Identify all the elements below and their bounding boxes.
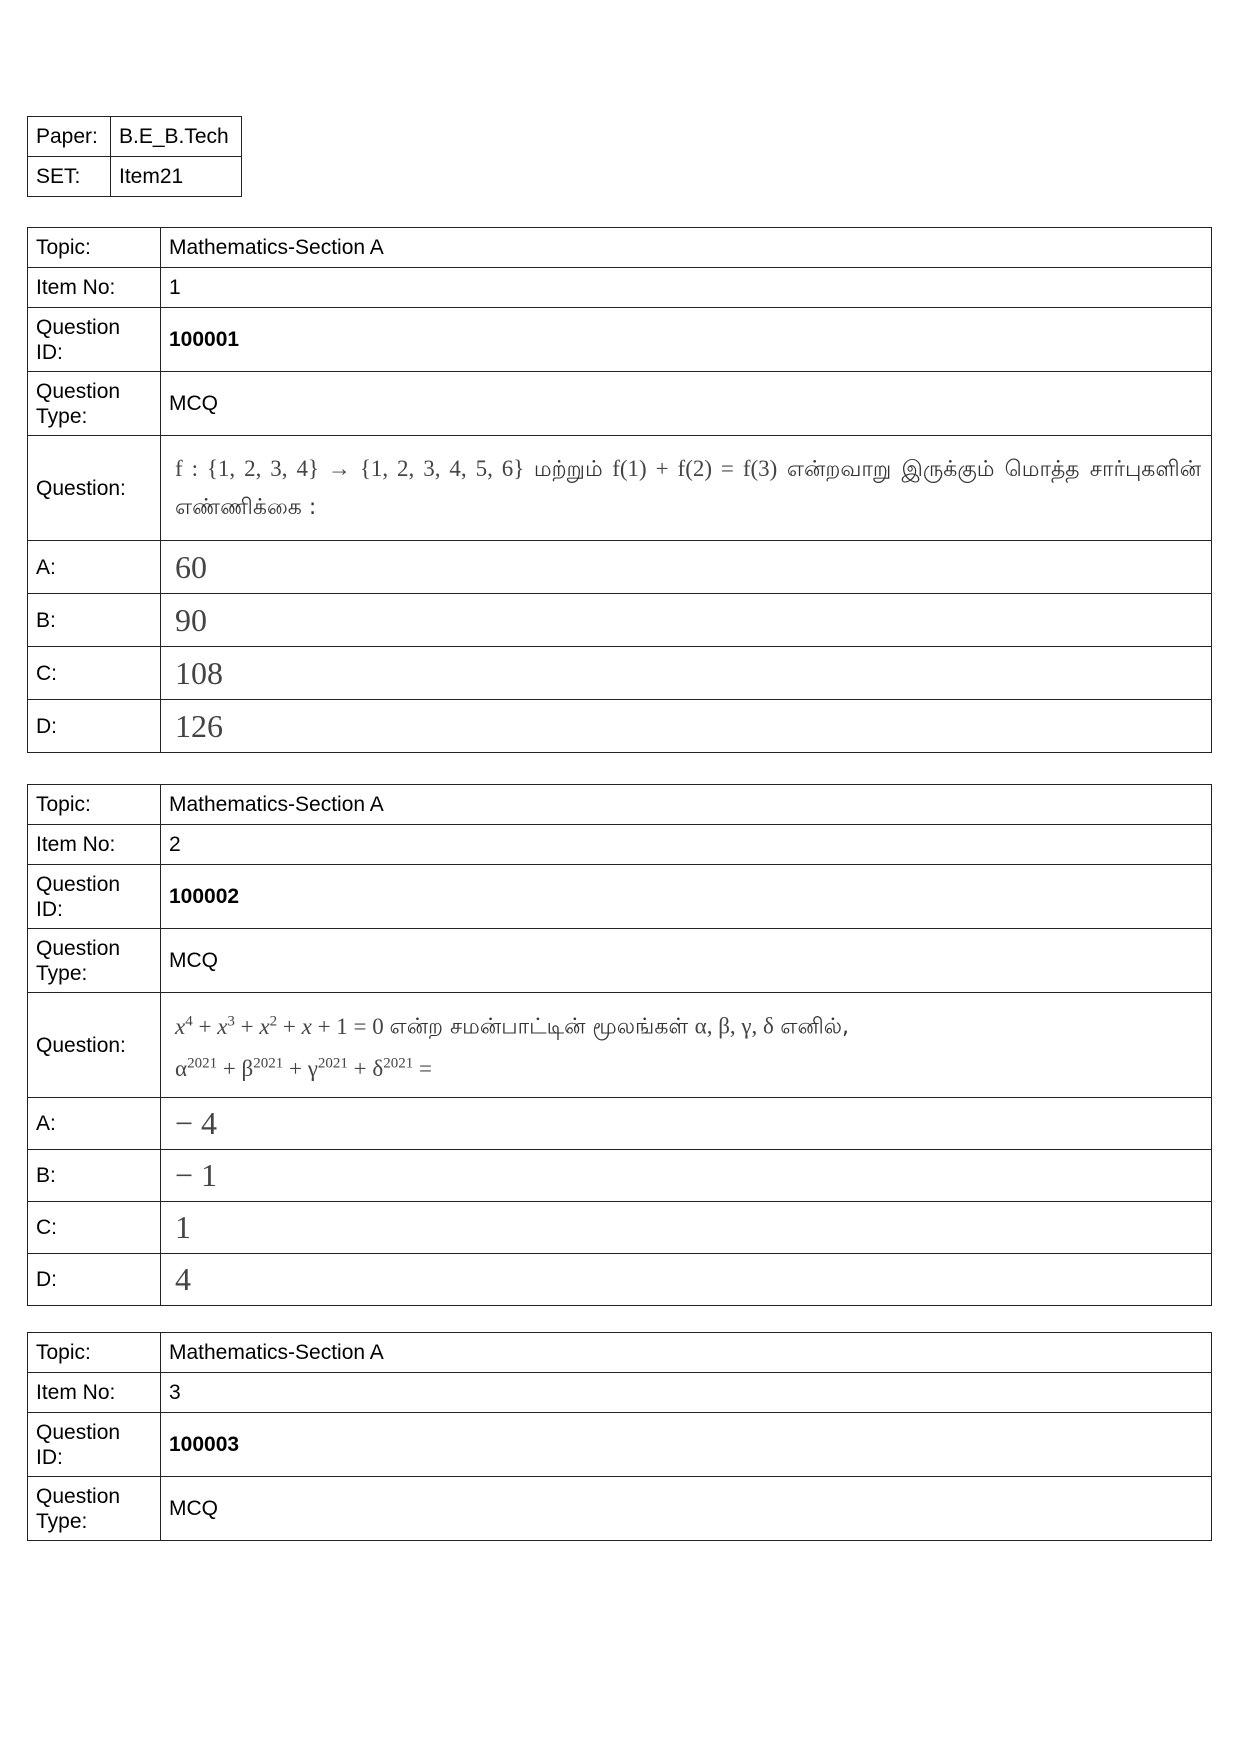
question-expression: $\alpha^{2021} + \beta^{2021} + \gamma^{2021} + \delta^{2021}$ = xyxy=(175,1055,432,1082)
option-d-label: D: xyxy=(28,1254,161,1306)
paper-value: B.E_B.Tech xyxy=(111,117,242,157)
question-text-part: என்ற சமன்பாட்டின் மூலங்கள் xyxy=(389,1014,689,1040)
question-type-label: Question Type: xyxy=(28,929,161,993)
question-item-2 xyxy=(27,784,1212,1306)
question-id-value: 100001 xyxy=(161,308,1212,372)
question-id-label: Question ID: xyxy=(28,1413,161,1477)
question-text xyxy=(161,436,1212,541)
topic-value: Mathematics-Section A xyxy=(161,228,1212,268)
question-type-label: Question Type: xyxy=(28,372,161,436)
option-c-label: C: xyxy=(28,1202,161,1254)
question-id-label: Question ID: xyxy=(28,865,161,929)
item-no-value: 3 xyxy=(161,1373,1212,1413)
question-text-part-2: என்றவாறு இருக்கும் மொத்த சார்புகளின் எண்ணிக்கை : xyxy=(175,457,1202,520)
option-a-value: 60 xyxy=(161,541,1212,594)
item-no-value: 2 xyxy=(161,825,1212,865)
option-a-value: − 4 xyxy=(161,1098,1212,1150)
paper-info-table xyxy=(27,116,242,197)
set-label: SET: xyxy=(28,157,111,197)
question-math: f : {1, 2, 3, 4} → {1, 2, 3, 4, 5, 6} xyxy=(175,456,525,481)
question-label: Question: xyxy=(28,993,161,1098)
set-value: Item21 xyxy=(111,157,242,197)
question-math-2: f(1) + f(2) = f(3) xyxy=(612,456,778,481)
topic-value: Mathematics-Section A xyxy=(161,785,1212,825)
question-item-1 xyxy=(27,227,1212,753)
option-d-value: 4 xyxy=(161,1254,1212,1306)
question-text-part: மற்றும் xyxy=(533,457,603,482)
option-a-label: A: xyxy=(28,541,161,594)
question-item-3 xyxy=(27,1332,1212,1541)
option-c-label: C: xyxy=(28,647,161,700)
topic-label: Topic: xyxy=(28,1333,161,1373)
option-c-value: 1 xyxy=(161,1202,1212,1254)
option-d-value: 126 xyxy=(161,700,1212,753)
question-roots: α, β, γ, δ xyxy=(694,1013,774,1039)
paper-label: Paper: xyxy=(28,117,111,157)
option-a-label: A: xyxy=(28,1098,161,1150)
topic-value: Mathematics-Section A xyxy=(161,1333,1212,1373)
item-no-label: Item No: xyxy=(28,825,161,865)
option-c-value: 108 xyxy=(161,647,1212,700)
item-no-label: Item No: xyxy=(28,268,161,308)
question-type-value: MCQ xyxy=(161,929,1212,993)
option-b-label: B: xyxy=(28,594,161,647)
option-b-value: − 1 xyxy=(161,1150,1212,1202)
question-math: $x^4 + x^3 + x^2 + x + 1 = 0$ xyxy=(175,1012,390,1039)
question-text xyxy=(161,993,1212,1098)
item-no-value: 1 xyxy=(161,268,1212,308)
question-text-part-2: எனில், xyxy=(780,1014,850,1040)
topic-label: Topic: xyxy=(28,228,161,268)
option-b-value: 90 xyxy=(161,594,1212,647)
question-type-value: MCQ xyxy=(161,372,1212,436)
question-id-value: 100003 xyxy=(161,1413,1212,1477)
item-no-label: Item No: xyxy=(28,1373,161,1413)
option-b-label: B: xyxy=(28,1150,161,1202)
option-d-label: D: xyxy=(28,700,161,753)
question-id-label: Question ID: xyxy=(28,308,161,372)
question-type-label: Question Type: xyxy=(28,1477,161,1541)
question-type-value: MCQ xyxy=(161,1477,1212,1541)
question-id-value: 100002 xyxy=(161,865,1212,929)
topic-label: Topic: xyxy=(28,785,161,825)
question-label: Question: xyxy=(28,436,161,541)
